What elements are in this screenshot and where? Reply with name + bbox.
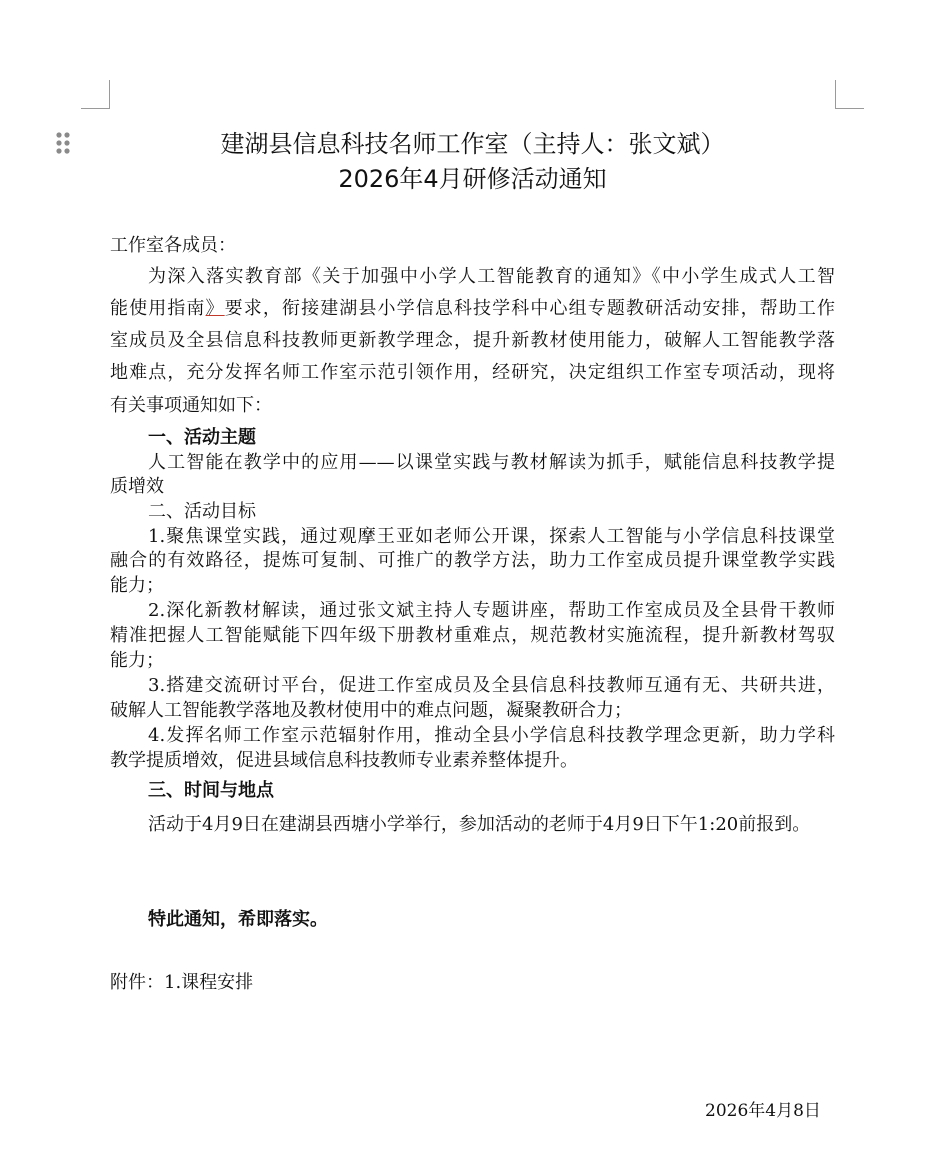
goal-3-line-2: 破解人工智能教学落地及教材使用中的难点问题，凝聚教研合力；: [110, 700, 632, 721]
goal-3-line-1: 3.搭建交流研讨平台，促进工作室成员及全县信息科技教师互通有无、共研共进，: [148, 675, 835, 696]
intro-line-4: 地难点，充分发挥名师工作室示范引领作用，经研究，决定组织工作室专项活动，现将: [110, 362, 835, 383]
document-subtitle: 2026年4月研修活动通知: [338, 165, 607, 193]
salutation: 工作室各成员：: [110, 235, 236, 256]
section-2-heading: 二、活动目标: [148, 501, 256, 522]
intro-line-2-part-a: 能使用指南: [110, 298, 206, 319]
goal-1-line-1: 1.聚焦课堂实践，通过观摩王亚如老师公开课，探索人工智能与小学信息科技课堂: [148, 526, 835, 547]
goal-4-line-1: 4.发挥名师工作室示范辐射作用，推动全县小学信息科技教学理念更新，助力学科: [148, 725, 835, 746]
goal-2-line-1: 2.深化新教材解读，通过张文斌主持人专题讲座，帮助工作室成员及全县骨干教师: [148, 600, 835, 621]
intro-line-2: [110, 297, 835, 321]
page-corner-top-right: [835, 80, 864, 109]
drag-handle-icon[interactable]: [55, 131, 71, 155]
goal-2-line-2: 精准把握人工智能赋能下四年级下册教材重难点，规范教材实施流程，提升新教材驾驭: [110, 625, 835, 646]
document-title: 建湖县信息科技名师工作室（主持人：张文斌）: [220, 130, 725, 158]
goal-2-line-3: 能力；: [110, 650, 164, 671]
goal-4-line-2: 教学提质增效，促进县域信息科技教师专业素养整体提升。: [110, 750, 578, 771]
page-corner-top-left: [81, 80, 110, 109]
intro-line-2-part-c: 要求，衔接建湖县小学信息科技学科中心组专题教研活动安排，帮助工作: [224, 298, 836, 319]
intro-line-2-part-b: 》: [205, 298, 225, 319]
intro-line-3: 室成员及全县信息科技教师更新教学理念，提升新教材使用能力，破解人工智能教学落: [110, 330, 835, 351]
attachment-line: 附件：1.课程安排: [110, 972, 254, 993]
section-1-line-1: 人工智能在教学中的应用——以课堂实践与教材解读为抓手，赋能信息科技教学提: [148, 452, 835, 473]
section-1-heading: 一、活动主题: [148, 427, 256, 448]
section-1-line-2: 质增效: [110, 476, 164, 497]
goal-1-line-2: 融合的有效路径，提炼可复制、可推广的教学方法，助力工作室成员提升课堂教学实践: [110, 550, 835, 571]
goal-1-line-3: 能力；: [110, 575, 164, 596]
intro-line-5: 有关事项通知如下：: [110, 395, 272, 416]
intro-line-1: 为深入落实教育部《关于加强中小学人工智能教育的通知》《中小学生成式人工智: [148, 266, 835, 287]
document-date: 2026年4月8日: [705, 1101, 821, 1121]
section-3-line-1: 活动于4月9日在建湖县西塘小学举行，参加活动的老师于4月9日下午1:20前报到。: [148, 814, 811, 835]
section-3-heading: 三、时间与地点: [148, 780, 274, 801]
closing-statement: 特此通知，希即落实。: [148, 909, 328, 930]
